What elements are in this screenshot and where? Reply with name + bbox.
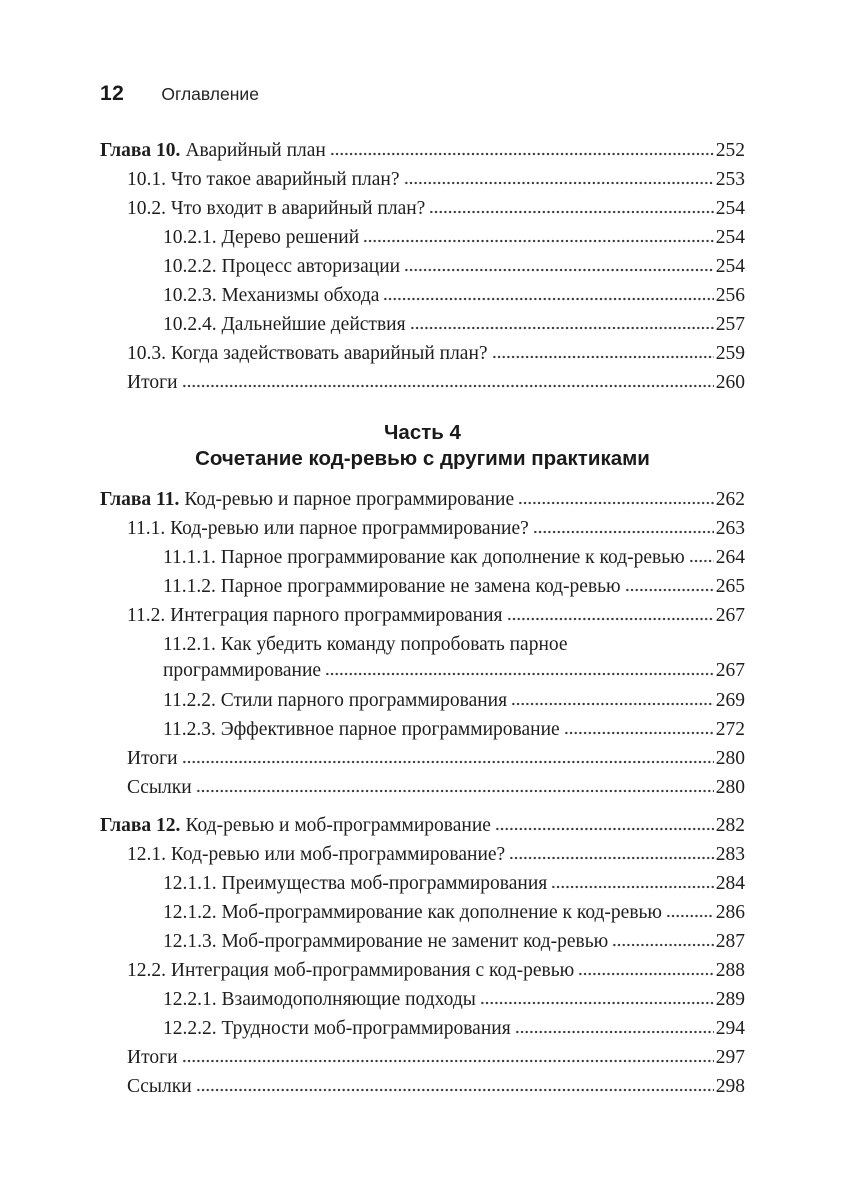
toc-entry xyxy=(100,514,745,543)
toc-entry xyxy=(100,194,745,223)
dot-leader xyxy=(325,672,714,676)
toc-entry-title: Код-ревью и моб-программирование xyxy=(185,815,491,836)
dot-leader xyxy=(495,827,714,831)
toc-entry xyxy=(100,543,745,572)
toc-entry-title: 10.2.3. Механизмы обхода xyxy=(163,285,380,306)
toc-page-number: 297 xyxy=(715,1047,745,1068)
toc-entry-title-line2: программирование xyxy=(163,660,322,681)
toc-page-number: 294 xyxy=(715,1018,745,1039)
folio-page-number: 12 xyxy=(100,82,125,105)
toc-chapter-prefix: Глава 11. xyxy=(100,489,180,510)
toc-page-number: 287 xyxy=(715,931,745,952)
dot-leader xyxy=(518,501,714,505)
dot-leader xyxy=(182,760,714,764)
toc-page-number: 260 xyxy=(715,372,745,393)
toc-entry-title: 11.1. Код-ревью или парное программирование? xyxy=(127,518,529,539)
toc-entry-title: 12.2.1. Взаимодополняющие подходы xyxy=(163,989,476,1010)
toc-entry xyxy=(100,715,745,744)
toc-entry xyxy=(100,869,745,898)
part-number: Часть 4 xyxy=(384,421,461,444)
toc-entry-title: 10.2.2. Процесс авторизации xyxy=(163,256,401,277)
dot-leader xyxy=(507,617,714,621)
toc-page-number: 284 xyxy=(715,873,745,894)
toc-entry xyxy=(100,252,745,281)
dot-leader xyxy=(383,297,713,301)
dot-leader xyxy=(410,326,714,330)
toc-entry-title: Итоги xyxy=(127,372,178,393)
toc-page-number: 289 xyxy=(715,989,745,1010)
toc-page-number: 272 xyxy=(715,719,745,740)
toc-entry-title: 10.2.4. Дальнейшие действия xyxy=(163,314,406,335)
toc-page-number: 254 xyxy=(715,227,745,248)
toc-entry-title: 10.2. Что входит в аварийный план? xyxy=(127,198,426,219)
toc-entry xyxy=(100,956,745,985)
toc-entry-title: Код-ревью и парное программирование xyxy=(184,489,515,510)
dot-leader xyxy=(612,943,714,947)
toc-page-number: 253 xyxy=(715,169,745,190)
toc-entry-title: 12.1.2. Моб-программирование как дополнение к код-ревью xyxy=(163,902,662,923)
toc-entry-title: 10.2.1. Дерево решений xyxy=(163,227,360,248)
toc-entry-title: 10.3. Когда задействовать аварийный план? xyxy=(127,343,488,364)
toc-entry xyxy=(100,811,745,840)
dot-leader xyxy=(515,1030,714,1034)
toc-chapter-prefix: Глава 10. xyxy=(100,140,181,161)
toc-page-number: 267 xyxy=(715,660,745,681)
toc-entry-title: Аварийный план xyxy=(185,140,326,161)
part-heading xyxy=(100,420,745,472)
toc-entry-title: 10.1. Что такое аварийный план? xyxy=(127,169,400,190)
toc-page-number: 264 xyxy=(715,547,745,568)
toc-entry xyxy=(100,339,745,368)
toc-entry-title: 12.2.2. Трудности моб-программирования xyxy=(163,1018,511,1039)
running-head-title: Оглавление xyxy=(161,84,259,104)
toc-entry xyxy=(100,281,745,310)
toc-entry xyxy=(100,840,745,869)
toc-page-number: 288 xyxy=(715,960,745,981)
toc-page-number: 267 xyxy=(715,605,745,626)
dot-leader xyxy=(492,355,714,359)
toc-page-number: 286 xyxy=(715,902,745,923)
dot-leader xyxy=(363,239,714,243)
toc-entry-title: 11.1.1. Парное программирование как дополнение к код-ревью xyxy=(163,547,685,568)
dot-leader xyxy=(404,181,714,185)
toc-page-number: 265 xyxy=(715,576,745,597)
toc-entry-title: 12.1. Код-ревью или моб-программирование? xyxy=(127,844,506,865)
dot-leader xyxy=(689,559,714,563)
dot-leader xyxy=(551,885,714,889)
part-title: Сочетание код-ревью с другими практиками xyxy=(195,447,650,470)
toc-page-number: 262 xyxy=(715,489,745,510)
toc-entry xyxy=(100,686,745,715)
toc-entry xyxy=(100,744,745,773)
toc-entry-title: 12.1.1. Преимущества моб-программирования xyxy=(163,873,548,894)
toc-entry xyxy=(100,572,745,601)
toc-entry xyxy=(100,927,745,956)
toc-entry-title: Итоги xyxy=(127,748,178,769)
toc-entry xyxy=(100,773,745,802)
toc-entry xyxy=(100,485,745,514)
toc-page-number: 256 xyxy=(715,285,745,306)
dot-leader xyxy=(182,1059,714,1063)
dot-leader xyxy=(578,972,714,976)
toc-entry-title: Ссылки xyxy=(127,777,192,798)
toc-page-number: 254 xyxy=(715,256,745,277)
dot-leader xyxy=(509,856,714,860)
dot-leader xyxy=(330,152,714,156)
toc-entry-title: 11.2.3. Эффективное парное программирование xyxy=(163,719,560,740)
toc-page-number: 298 xyxy=(715,1076,745,1097)
dot-leader xyxy=(533,530,714,534)
dot-leader xyxy=(182,384,714,388)
toc-entry xyxy=(100,1014,745,1043)
toc-entry xyxy=(100,898,745,927)
toc-page-number: 280 xyxy=(715,777,745,798)
running-head xyxy=(100,82,745,106)
toc-entry xyxy=(100,1043,745,1072)
dot-leader xyxy=(429,210,713,214)
toc-entry xyxy=(100,165,745,194)
toc-entry-title: 11.1.2. Парное программирование не замена код-ревью xyxy=(163,576,621,597)
dot-leader xyxy=(625,588,714,592)
toc-entry xyxy=(100,368,745,397)
dot-leader xyxy=(196,789,714,793)
toc-entry-title: Ссылки xyxy=(127,1076,192,1097)
toc-page-number: 257 xyxy=(715,314,745,335)
toc-page-number: 254 xyxy=(715,198,745,219)
toc-chapter-prefix: Глава 12. xyxy=(100,815,181,836)
toc-entry-title: 12.1.3. Моб-программирование не заменит код-ревью xyxy=(163,931,609,952)
toc-entry xyxy=(100,310,745,339)
toc-entry xyxy=(100,223,745,252)
toc-page-number: 252 xyxy=(715,140,745,161)
toc-page-number: 263 xyxy=(715,518,745,539)
toc-page-number: 283 xyxy=(715,844,745,865)
dot-leader xyxy=(564,731,714,735)
toc-page-number: 259 xyxy=(715,343,745,364)
toc-entry-title: 11.2. Интеграция парного программирования xyxy=(127,605,503,626)
dot-leader xyxy=(480,1001,714,1005)
toc-entry xyxy=(100,985,745,1014)
toc-entry-title: Итоги xyxy=(127,1047,178,1068)
toc-entry-continuation xyxy=(100,658,745,684)
toc-page-number: 280 xyxy=(715,748,745,769)
dot-leader xyxy=(511,702,714,706)
toc-entry-title: 11.2.1. Как убедить команду попробовать парное xyxy=(163,634,568,655)
dot-leader xyxy=(196,1088,714,1092)
toc-entry xyxy=(100,136,745,165)
toc-entry-title: 12.2. Интеграция моб-программирования с код-ревью xyxy=(127,960,575,981)
toc-entry xyxy=(100,632,745,658)
dot-leader xyxy=(404,268,714,272)
toc-entry xyxy=(100,1072,745,1101)
toc-entry xyxy=(100,601,745,630)
toc-entry-title: 11.2.2. Стили парного программирования xyxy=(163,690,508,711)
toc xyxy=(100,136,745,1101)
dot-leader xyxy=(666,914,714,918)
toc-page-number: 282 xyxy=(715,815,745,836)
toc-page-number: 269 xyxy=(715,690,745,711)
